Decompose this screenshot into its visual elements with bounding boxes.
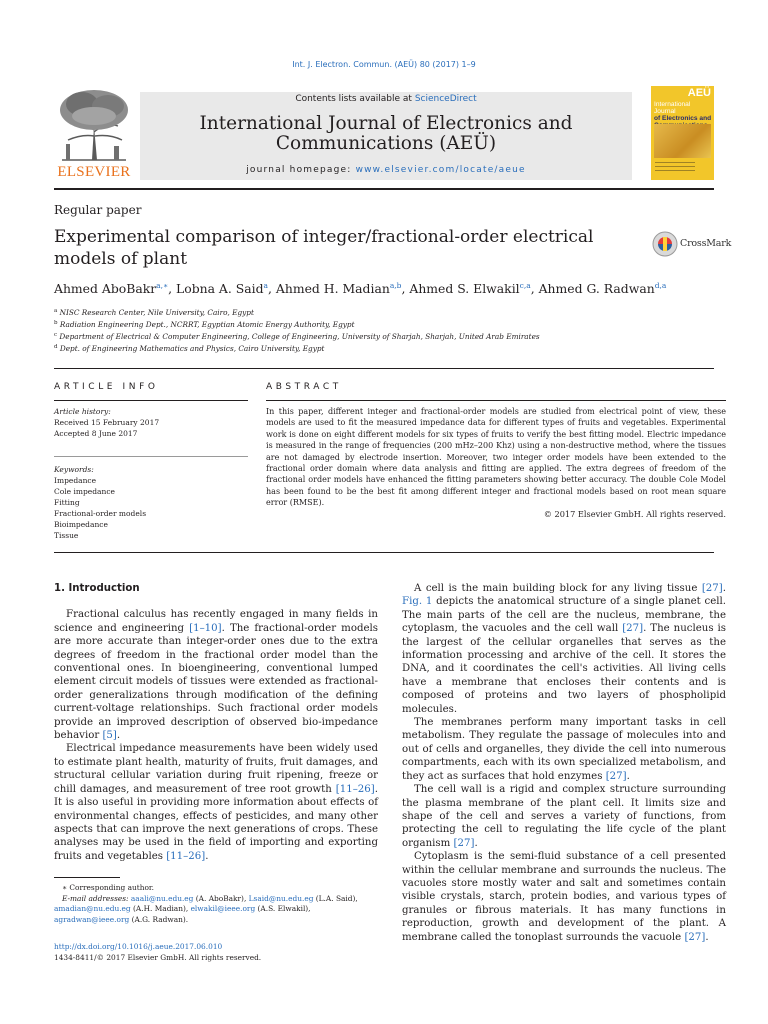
cover-title-top: International Journal (654, 101, 691, 115)
reference-link[interactable]: [11–26] (166, 850, 206, 862)
email-link[interactable]: aaali@nu.edu.eg (130, 893, 194, 903)
paragraph (54, 608, 378, 742)
affiliation-text: Department of Electrical & Computer Engineering, College of Engineering, University of Sharjah, Sharjah, United Arab Emirates (59, 332, 540, 341)
keywords-block (54, 464, 248, 541)
text-run: The cell wall is a rigid and complex structure surrounding the plasma membrane of the plant cell. It limits size and shape of the cell and serves a variety of functions, from protecting the cell to regulating the life cycle of the plant organism (402, 784, 726, 849)
email-owner: (A.H. Madian), (130, 904, 191, 913)
author-name[interactable]: Lobna A. Said (176, 281, 264, 296)
author-name[interactable]: Ahmed H. Madian (275, 281, 390, 296)
paragraph (402, 582, 726, 716)
paragraph (54, 742, 378, 863)
affiliation-sup: d (54, 344, 58, 350)
paragraph (402, 850, 726, 944)
text-run: . The fractional-order models are more accurate than integer-order ones due to the extra degrees of freedom in the fractional order model than the conventional ones. In bioengineering, conventional lumped element circuit models of tissues were extended as fractional-order generalizations through modification of the defining current-voltage relationships. Such fractional order models provide an improved description of observed bio-impedance behavior (54, 622, 378, 742)
affiliation-list (54, 306, 734, 354)
article-info-rule (54, 400, 248, 401)
homepage-link[interactable]: www.elsevier.com/locate/aeue (355, 165, 526, 175)
text-run: A cell is the main building block for any living tissue (414, 583, 702, 594)
keyword-item: Fitting (54, 498, 80, 507)
reference-link[interactable]: [1–10] (189, 622, 222, 634)
email-owner: (L.A. Said), (313, 893, 358, 903)
reference-link[interactable]: [11–26] (335, 783, 375, 795)
cover-image (654, 124, 711, 158)
author-name[interactable]: Ahmed S. Elwakil (409, 281, 520, 296)
affiliation-item (54, 330, 734, 342)
journal-header (140, 92, 632, 180)
author-affil-sup[interactable]: a,b (389, 281, 402, 290)
text-run: . (205, 850, 209, 862)
affiliation-item (54, 318, 734, 330)
right-column (402, 582, 726, 944)
email-link[interactable]: Lsaid@nu.edu.eg (248, 893, 314, 903)
keyword-item: Impedance (54, 476, 97, 485)
body-divider (54, 552, 714, 553)
section-heading-introduction: 1. Introduction (54, 583, 140, 594)
doi-block (54, 942, 261, 963)
abstract-heading: ABSTRACT (266, 382, 342, 392)
text-run: . (474, 837, 478, 849)
reference-link[interactable]: [27] (453, 837, 475, 849)
email-link[interactable]: agradwan@ieee.org (54, 914, 130, 924)
reference-link[interactable]: [27] (684, 931, 706, 943)
text-run: Cytoplasm is the semi-fluid substance of a cell presented within the cellular membrane and surrounds the nucleus. The vacuoles store mostly water and salt and sometimes contain visible crystals, starch, protein bodies, and various types of granules or fibrous materials. It has many functions in reproduction, growth and development of the plant. A membrane called the tonoplast surrounds the vacuole (402, 851, 726, 943)
text-run: The membranes perform many important tasks in cell metabolism. They regulate the passage of molecules into and out of cells and organelles, they divide the cell into numerous compartments, each with its own specialized metabolism, and they act as surfaces that hold enzymes (402, 717, 726, 782)
doi-link[interactable]: http://dx.doi.org/10.1016/j.aeue.2017.06.010 (54, 942, 223, 951)
text-run: . The nucleus is the largest of the cellular organelles that serves as the information processing and archive of the cell. It stores the DNA, and it coordinates the cell's activities. All living cells have a membrane that encloses their contents and is composed of proteins and two layers of phospholipid molecules. (402, 623, 726, 715)
email-addresses (54, 894, 384, 926)
accepted-date: Accepted 8 June 2017 (54, 429, 138, 438)
left-column (54, 582, 378, 863)
affiliation-text: Radiation Engineering Dept., NCRRT, Egyptian Atomic Energy Authority, Egypt (59, 320, 355, 329)
author-affil-sup[interactable]: a,∗ (156, 281, 169, 290)
keywords-rule (54, 456, 248, 457)
elsevier-tree-icon (54, 86, 134, 164)
author-affil-sup[interactable]: d,a (654, 281, 667, 290)
paper-type: Regular paper (54, 203, 142, 217)
text-run: Electrical impedance measurements have been widely used to estimate plant health, maturity of fruits, fruit damages, and structural cellular variation during fruit ripening, freeze or chill damages, and measurement of tree root growth (54, 743, 378, 795)
footnote-rule (54, 877, 120, 878)
elsevier-logo (54, 86, 134, 180)
cover-aeu: AEÜ (687, 87, 711, 99)
author-separator: , (268, 281, 276, 296)
meta-divider (54, 368, 714, 369)
header-divider (54, 188, 714, 190)
text-run: Fractional calculus has recently engaged in many fields in science and engineering (54, 609, 378, 634)
cover-title-line2: of Electronics and (654, 115, 712, 122)
author-affil-sup[interactable]: c,a (519, 281, 531, 290)
affiliation-text: Dept. of Engineering Mathematics and Physics, Cairo University, Egypt (59, 344, 325, 353)
reference-link[interactable]: [5] (102, 730, 117, 742)
journal-cover[interactable] (651, 86, 714, 180)
paragraph (402, 716, 726, 783)
email-owner: (A. AboBakr), (193, 893, 249, 903)
text-run: . (705, 931, 709, 943)
abstract-rule (266, 400, 726, 401)
text-run: . It is also useful in providing more information about effects of environmental changes, effects of pesticides, and many other aspects that can improve the next generations of crops. These analyses may be used in the field of importing and exporting fruits and vegetables (54, 783, 378, 862)
text-run: . (722, 583, 726, 594)
email-owner: (A.S. Elwakil), (255, 904, 311, 913)
contents-prefix: Contents lists available at (295, 94, 415, 104)
crossmark-icon (652, 229, 678, 259)
text-run: depicts the anatomical structure of a single planet cell. The main parts of the cell are the nucleus, membrane, the cytoplasm, the vacuoles and the cell wall (402, 596, 727, 635)
journal-title (140, 114, 632, 154)
received-date: Received 15 February 2017 (54, 418, 160, 427)
text-run: . (626, 770, 630, 782)
corresponding-author: ∗ Corresponding author. (62, 883, 154, 892)
author-list (54, 281, 734, 296)
elsevier-wordmark: ELSEVIER (57, 164, 131, 180)
email-owner: (A.G. Radwan). (129, 914, 189, 924)
affiliation-sup: a (54, 308, 58, 314)
affiliation-text: NISC Research Center, Nile University, Cairo, Egypt (59, 308, 254, 317)
affiliation-sup: c (54, 332, 58, 338)
email-link[interactable]: amadian@nu.edu.eg (54, 904, 131, 913)
email-label: E-mail addresses: (62, 893, 131, 903)
journal-citation[interactable]: Int. J. Electron. Commun. (AEÜ) 80 (2017) 1–9 (292, 60, 476, 69)
affiliation-sup: b (54, 320, 58, 326)
paper-title: Experimental comparison of integer/fractional-order electrical models of plant (54, 227, 594, 269)
affiliation-item (54, 306, 734, 318)
journal-homepage (140, 165, 632, 175)
keyword-item: Fractional-order models (54, 509, 147, 518)
keyword-item: Cole impedance (54, 487, 115, 496)
email-link[interactable]: elwakil@ieee.org (190, 904, 256, 913)
abstract-copyright: © 2017 Elsevier GmbH. All rights reserved. (543, 508, 726, 519)
abstract-body: In this paper, different integer and fractional-order models are studied from electrical point of view, these models are used to fit the measured impedance data for different types of fruits and vegetables. Experimental work is done on eight different models for six types of fruits to verify the best fitting model. Electric impedance is measured in the range of frequencies (200 mHz–200 Khz) using a non-destructive method, where the tissues are not damaged by electrode insertion. Moreover, two integer order models have been extended to the fractional order domain where data analysis and fitting are applied. The extra degrees of freedom of the fractional order models have enhanced the fitting parameters showing better accuracy. The double Cole Model has been found to be the best fit among different integer and fractional models based on root mean square error (RMSE). (266, 407, 726, 508)
crossmark-badge[interactable] (652, 229, 732, 259)
keyword-item: Tissue (54, 531, 79, 540)
affiliation-item (54, 342, 734, 354)
homepage-prefix: journal homepage: (246, 165, 356, 175)
paragraph (402, 783, 726, 850)
article-history (54, 406, 248, 439)
journal-title-line1: International Journal of Electronics and (199, 113, 573, 134)
sciencedirect-link[interactable]: ScienceDirect (414, 94, 477, 104)
author-separator: , (168, 281, 176, 296)
author-separator: , (401, 281, 410, 296)
reference-link[interactable]: [27] (605, 770, 627, 782)
abstract-text (266, 406, 726, 520)
journal-title-line2: Communications (AEÜ) (275, 133, 497, 154)
text-run: . (116, 730, 121, 742)
crossmark-label: CrossMark (680, 238, 732, 249)
keywords-label: Keywords: (54, 465, 94, 474)
history-label: Article history: (54, 407, 111, 416)
article-info-heading: ARTICLE INFO (54, 382, 159, 392)
figure-link[interactable]: Fig. 1 (402, 596, 433, 608)
author-name[interactable]: Ahmed AboBakr (54, 281, 157, 296)
cover-text-lines (655, 162, 695, 174)
reference-link[interactable]: [27] (701, 583, 723, 594)
issn-copyright: 1434-8411/© 2017 Elsevier GmbH. All rights reserved. (54, 952, 262, 962)
keyword-item: Bioimpedance (54, 520, 108, 529)
reference-link[interactable]: [27] (622, 623, 644, 635)
author-separator: , (530, 281, 539, 296)
author-name[interactable]: Ahmed G. Radwan (538, 281, 655, 296)
author-affil-sup[interactable]: a (263, 281, 269, 290)
contents-line (140, 94, 632, 104)
footnote (54, 883, 384, 925)
